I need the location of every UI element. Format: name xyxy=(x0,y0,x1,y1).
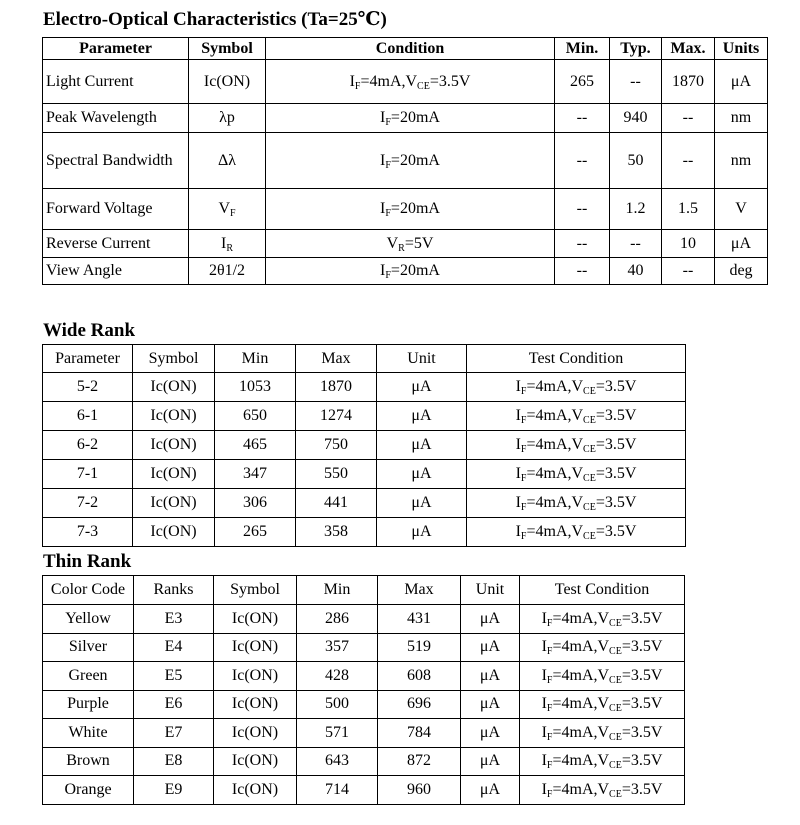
thin-max: 608 xyxy=(378,662,461,691)
eo-condition: $I_F=20mA$ xyxy=(266,104,555,133)
thin-header-cell: Max xyxy=(378,576,461,605)
thin-rank-table xyxy=(42,575,685,805)
eo-max: 1870 xyxy=(662,60,715,104)
eo-typ: 940 xyxy=(610,104,662,133)
thin-condition: $I_F=4mA,V_{CE}=3.5V$ xyxy=(520,747,685,776)
eo-max: 10 xyxy=(662,230,715,258)
wide-max: 550 xyxy=(296,460,377,489)
wide-parameter: 6-1 xyxy=(43,402,133,431)
wide-min: 265 xyxy=(215,518,296,547)
eo-parameter: Spectral Bandwidth xyxy=(43,133,189,189)
eo-header-row xyxy=(43,38,768,60)
thin-max: 784 xyxy=(378,719,461,748)
thin-unit: μA xyxy=(461,690,520,719)
thin-min: 500 xyxy=(297,690,378,719)
thin-row xyxy=(43,633,685,662)
thin-condition: $I_F=4mA,V_{CE}=3.5V$ xyxy=(520,690,685,719)
eo-units: nm xyxy=(715,104,768,133)
wide-parameter: 6-2 xyxy=(43,431,133,460)
wide-rank-table xyxy=(42,344,686,547)
thin-unit: μA xyxy=(461,719,520,748)
eo-min: -- xyxy=(555,133,610,189)
thin-min: 357 xyxy=(297,633,378,662)
thin-header-cell: Min xyxy=(297,576,378,605)
thin-header-row xyxy=(43,576,685,605)
wide-row xyxy=(43,489,686,518)
eo-min: -- xyxy=(555,189,610,230)
thin-symbol: Ic(ON) xyxy=(214,633,297,662)
eo-units: V xyxy=(715,189,768,230)
thin-max: 872 xyxy=(378,747,461,776)
eo-condition: $V_R=5V$ xyxy=(266,230,555,258)
eo-header-cell: Max. xyxy=(662,38,715,60)
wide-condition: $I_F=4mA,V_{CE}=3.5V$ xyxy=(467,489,686,518)
thin-min: 428 xyxy=(297,662,378,691)
thin-max: 519 xyxy=(378,633,461,662)
thin-unit: μA xyxy=(461,605,520,634)
thin-header-cell: Unit xyxy=(461,576,520,605)
wide-min: 650 xyxy=(215,402,296,431)
eo-parameter: View Angle xyxy=(43,258,189,285)
thin-min: 643 xyxy=(297,747,378,776)
eo-header-cell: Symbol xyxy=(189,38,266,60)
thin-row xyxy=(43,662,685,691)
eo-typ: -- xyxy=(610,230,662,258)
wide-symbol: Ic(ON) xyxy=(133,402,215,431)
thin-max: 960 xyxy=(378,776,461,805)
thin-color: Orange xyxy=(43,776,134,805)
thin-color: Brown xyxy=(43,747,134,776)
thin-min: 714 xyxy=(297,776,378,805)
eo-row xyxy=(43,104,768,133)
thin-row xyxy=(43,747,685,776)
thin-condition: $I_F=4mA,V_{CE}=3.5V$ xyxy=(520,776,685,805)
wide-rank-title: Wide Rank xyxy=(43,320,136,341)
thin-unit: μA xyxy=(461,662,520,691)
wide-max: 1870 xyxy=(296,373,377,402)
thin-color: Green xyxy=(43,662,134,691)
wide-unit: μA xyxy=(377,402,467,431)
eo-units: deg xyxy=(715,258,768,285)
eo-min: 265 xyxy=(555,60,610,104)
thin-unit: μA xyxy=(461,776,520,805)
thin-rank: E9 xyxy=(134,776,214,805)
wide-row xyxy=(43,431,686,460)
eo-condition: $I_F=20mA$ xyxy=(266,258,555,285)
wide-unit: μA xyxy=(377,518,467,547)
thin-symbol: Ic(ON) xyxy=(214,690,297,719)
wide-condition: $I_F=4mA,V_{CE}=3.5V$ xyxy=(467,518,686,547)
wide-row xyxy=(43,460,686,489)
wide-unit: μA xyxy=(377,373,467,402)
thin-condition: $I_F=4mA,V_{CE}=3.5V$ xyxy=(520,662,685,691)
thin-header-cell: Color Code xyxy=(43,576,134,605)
thin-rank: E6 xyxy=(134,690,214,719)
eo-typ: 40 xyxy=(610,258,662,285)
eo-units: μA xyxy=(715,230,768,258)
thin-color: Silver xyxy=(43,633,134,662)
thin-header-cell: Ranks xyxy=(134,576,214,605)
wide-parameter: 7-1 xyxy=(43,460,133,489)
eo-condition: $I_F=20mA$ xyxy=(266,189,555,230)
eo-parameter: Peak Wavelength xyxy=(43,104,189,133)
eo-condition: $I_F=4mA,V_{CE}=3.5V$ xyxy=(266,60,555,104)
wide-symbol: Ic(ON) xyxy=(133,489,215,518)
thin-row xyxy=(43,690,685,719)
thin-unit: μA xyxy=(461,747,520,776)
wide-symbol: Ic(ON) xyxy=(133,373,215,402)
thin-header-cell: Test Condition xyxy=(520,576,685,605)
wide-min: 347 xyxy=(215,460,296,489)
wide-row xyxy=(43,518,686,547)
wide-symbol: Ic(ON) xyxy=(133,431,215,460)
eo-parameter: Forward Voltage xyxy=(43,189,189,230)
wide-header-cell: Parameter xyxy=(43,345,133,373)
thin-symbol: Ic(ON) xyxy=(214,605,297,634)
wide-min: 1053 xyxy=(215,373,296,402)
eo-row xyxy=(43,60,768,104)
wide-condition: $I_F=4mA,V_{CE}=3.5V$ xyxy=(467,460,686,489)
wide-header-cell: Symbol xyxy=(133,345,215,373)
eo-symbol: $I_R$ xyxy=(189,230,266,258)
eo-row xyxy=(43,230,768,258)
wide-parameter: 5-2 xyxy=(43,373,133,402)
thin-header-cell: Symbol xyxy=(214,576,297,605)
thin-rank: E8 xyxy=(134,747,214,776)
wide-row xyxy=(43,402,686,431)
wide-header-cell: Unit xyxy=(377,345,467,373)
eo-parameter: Light Current xyxy=(43,60,189,104)
eo-header-cell: Typ. xyxy=(610,38,662,60)
thin-rank: E7 xyxy=(134,719,214,748)
thin-condition: $I_F=4mA,V_{CE}=3.5V$ xyxy=(520,633,685,662)
wide-parameter: 7-3 xyxy=(43,518,133,547)
thin-max: 696 xyxy=(378,690,461,719)
thin-color: Purple xyxy=(43,690,134,719)
thin-rank: E5 xyxy=(134,662,214,691)
eo-typ: 50 xyxy=(610,133,662,189)
thin-condition: $I_F=4mA,V_{CE}=3.5V$ xyxy=(520,605,685,634)
thin-max: 431 xyxy=(378,605,461,634)
wide-min: 306 xyxy=(215,489,296,518)
eo-row xyxy=(43,258,768,285)
wide-row xyxy=(43,373,686,402)
thin-symbol: Ic(ON) xyxy=(214,747,297,776)
eo-header-cell: Units xyxy=(715,38,768,60)
eo-units: μA xyxy=(715,60,768,104)
eo-typ: 1.2 xyxy=(610,189,662,230)
wide-condition: $I_F=4mA,V_{CE}=3.5V$ xyxy=(467,431,686,460)
eo-table xyxy=(42,37,768,285)
eo-header-cell: Parameter xyxy=(43,38,189,60)
wide-header-row xyxy=(43,345,686,373)
wide-unit: μA xyxy=(377,489,467,518)
thin-row xyxy=(43,605,685,634)
thin-min: 571 xyxy=(297,719,378,748)
eo-max: -- xyxy=(662,133,715,189)
eo-condition: $I_F=20mA$ xyxy=(266,133,555,189)
eo-min: -- xyxy=(555,258,610,285)
thin-min: 286 xyxy=(297,605,378,634)
eo-symbol: λp xyxy=(189,104,266,133)
eo-symbol: 2θ1/2 xyxy=(189,258,266,285)
eo-parameter: Reverse Current xyxy=(43,230,189,258)
eo-max: -- xyxy=(662,104,715,133)
eo-units: nm xyxy=(715,133,768,189)
thin-row xyxy=(43,776,685,805)
wide-condition: $I_F=4mA,V_{CE}=3.5V$ xyxy=(467,373,686,402)
thin-rank-title: Thin Rank xyxy=(43,551,132,572)
thin-color: White xyxy=(43,719,134,748)
wide-max: 1274 xyxy=(296,402,377,431)
eo-min: -- xyxy=(555,230,610,258)
thin-condition: $I_F=4mA,V_{CE}=3.5V$ xyxy=(520,719,685,748)
eo-max: 1.5 xyxy=(662,189,715,230)
eo-symbol: Ic(ON) xyxy=(189,60,266,104)
eo-row xyxy=(43,133,768,189)
thin-color: Yellow xyxy=(43,605,134,634)
eo-header-cell: Condition xyxy=(266,38,555,60)
wide-min: 465 xyxy=(215,431,296,460)
eo-row xyxy=(43,189,768,230)
wide-unit: μA xyxy=(377,431,467,460)
wide-symbol: Ic(ON) xyxy=(133,518,215,547)
eo-typ: -- xyxy=(610,60,662,104)
wide-header-cell: Min xyxy=(215,345,296,373)
eo-symbol: $V_F$ xyxy=(189,189,266,230)
wide-header-cell: Max xyxy=(296,345,377,373)
eo-symbol: Δλ xyxy=(189,133,266,189)
wide-max: 358 xyxy=(296,518,377,547)
eo-max: -- xyxy=(662,258,715,285)
wide-header-cell: Test Condition xyxy=(467,345,686,373)
wide-parameter: 7-2 xyxy=(43,489,133,518)
eo-min: -- xyxy=(555,104,610,133)
thin-symbol: Ic(ON) xyxy=(214,662,297,691)
wide-condition: $I_F=4mA,V_{CE}=3.5V$ xyxy=(467,402,686,431)
wide-max: 750 xyxy=(296,431,377,460)
thin-rank: E4 xyxy=(134,633,214,662)
wide-symbol: Ic(ON) xyxy=(133,460,215,489)
thin-symbol: Ic(ON) xyxy=(214,719,297,748)
wide-max: 441 xyxy=(296,489,377,518)
eo-header-cell: Min. xyxy=(555,38,610,60)
thin-symbol: Ic(ON) xyxy=(214,776,297,805)
thin-row xyxy=(43,719,685,748)
thin-unit: μA xyxy=(461,633,520,662)
eo-title: Electro-Optical Characteristics (Ta=25℃) xyxy=(43,9,387,30)
thin-rank: E3 xyxy=(134,605,214,634)
wide-unit: μA xyxy=(377,460,467,489)
